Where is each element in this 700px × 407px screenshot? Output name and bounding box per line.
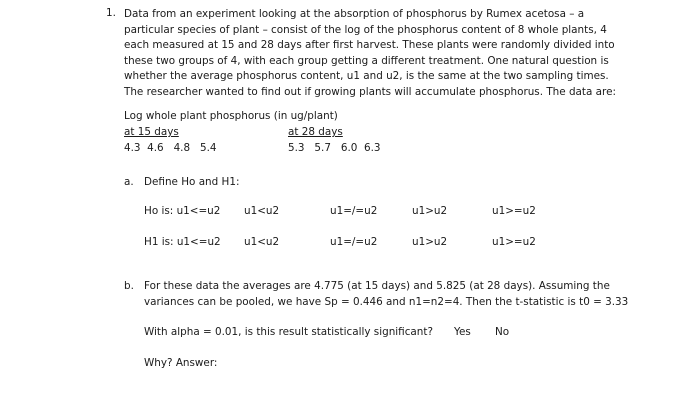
- question-line: each measured at 15 and 28 days after first harvest. These plants were randomly divided into: [124, 39, 615, 51]
- col-15-days-values: 4.3 4.6 4.8 5.4: [124, 142, 217, 154]
- col-28-days-values: 5.3 5.7 6.0 6.3: [288, 142, 381, 154]
- ho-option-ne[interactable]: u1=/=u2: [330, 205, 378, 217]
- h1-option-ne[interactable]: u1=/=u2: [330, 236, 378, 248]
- part-b-line1: For these data the averages are 4.775 (at 15 days) and 5.825 (at 28 days). Assuming the: [144, 280, 610, 292]
- part-a-label: a.: [124, 176, 134, 188]
- yes-option[interactable]: Yes: [454, 326, 471, 338]
- question-text: [124, 7, 644, 100]
- part-b-line2: variances can be pooled, we have Sp = 0.446 and n1=n2=4. Then the t-statistic is t0 = 3.33: [144, 296, 629, 308]
- col-15-days-header: at 15 days: [124, 126, 179, 138]
- question-line: Data from an experiment looking at the absorption of phosphorus by Rumex acetosa – a: [124, 8, 585, 20]
- why-answer-prompt: Why? Answer:: [144, 357, 218, 369]
- col-28-days-header: at 28 days: [288, 126, 343, 138]
- h1-option-ge[interactable]: u1>=u2: [492, 236, 536, 248]
- h1-option-gt[interactable]: u1>u2: [412, 236, 448, 248]
- part-b-label: b.: [124, 280, 134, 292]
- question-line: whether the average phosphorus content, u1 and u2, is the same at the two sampling times.: [124, 70, 609, 82]
- part-a-prompt: Define Ho and H1:: [144, 176, 240, 188]
- question-line: these two groups of 4, with each group getting a different treatment. One natural question is: [124, 54, 609, 67]
- question-line: particular species of plant – consist of the log of the phosphorus content of 8 whole plants, 4: [124, 23, 607, 36]
- h1-label: H1 is: u1<=u2: [144, 236, 221, 248]
- no-option[interactable]: No: [495, 326, 510, 338]
- ho-option-gt[interactable]: u1>u2: [412, 205, 448, 217]
- h1-option-lt[interactable]: u1<u2: [244, 236, 280, 248]
- ho-option-ge[interactable]: u1>=u2: [492, 205, 536, 217]
- ho-label: Ho is: u1<=u2: [144, 205, 221, 217]
- ho-option-lt[interactable]: u1<u2: [244, 205, 280, 217]
- question-line: The researcher wanted to find out if growing plants will accumulate phosphorus. The data are:: [124, 85, 616, 98]
- data-table-title: Log whole plant phosphorus (in ug/plant): [124, 110, 338, 122]
- significance-question: With alpha = 0.01, is this result statistically significant?: [144, 326, 433, 338]
- question-number: 1.: [106, 7, 116, 19]
